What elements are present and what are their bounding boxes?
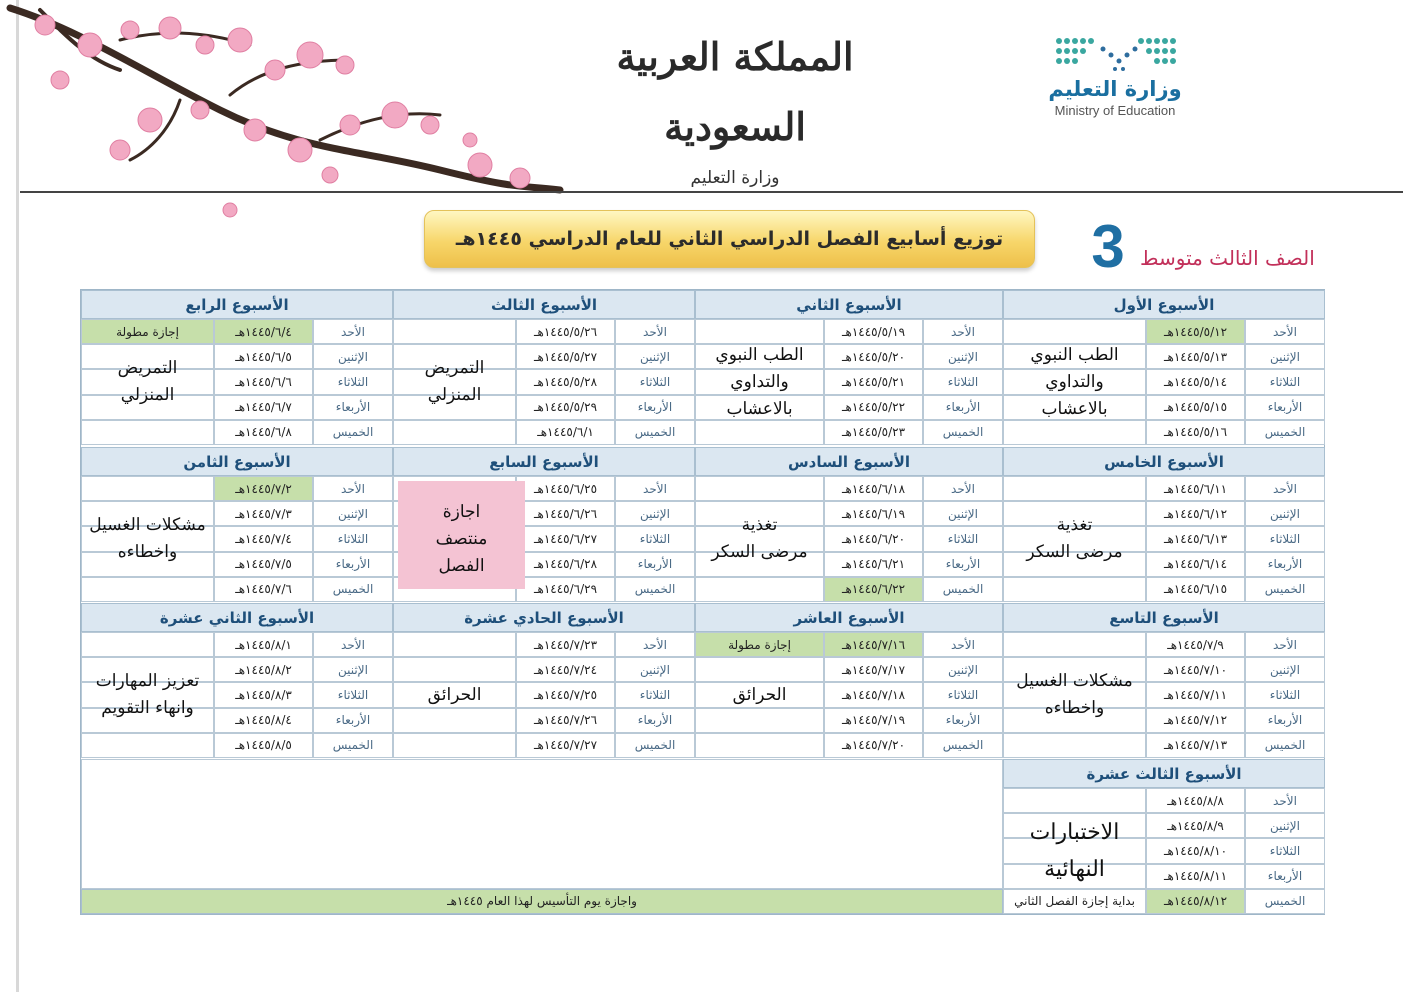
date-cell: ١٤٤٥/٥/٢٣هـ — [824, 420, 923, 445]
day-name: الإثنين — [1245, 344, 1325, 369]
week-header: الأسبوع الثالث عشرة — [1003, 759, 1325, 788]
date-cell: ١٤٤٥/٧/٢٤هـ — [516, 657, 615, 682]
date-cell: ١٤٤٥/٨/٣هـ — [214, 682, 313, 707]
week-header: الأسبوع الثاني عشرة — [81, 603, 393, 632]
date-cell: ١٤٤٥/٧/١٧هـ — [824, 657, 923, 682]
day-name: الأربعاء — [1245, 708, 1325, 733]
week-header: الأسبوع الخامس — [1003, 447, 1325, 476]
week-activity: الحرائق — [427, 684, 482, 705]
day-name: الأربعاء — [313, 552, 393, 577]
week-activity: تغذية مرضى السكر — [711, 515, 808, 562]
date-cell: ١٤٤٥/٧/٢هـ — [214, 476, 313, 501]
day-name: الأربعاء — [923, 552, 1003, 577]
week-header: الأسبوع الثامن — [81, 447, 393, 476]
date-cell: ١٤٤٥/٥/٢٦هـ — [516, 319, 615, 344]
date-cell: ١٤٤٥/٦/٦هـ — [214, 369, 313, 394]
day-name: الثلاثاء — [1245, 682, 1325, 707]
day-name: الإثنين — [313, 344, 393, 369]
date-cell: ١٤٤٥/٦/٢٠هـ — [824, 526, 923, 551]
grade-label: الصف الثالث متوسط — [1140, 246, 1315, 270]
day-name: الأحد — [615, 319, 695, 344]
date-cell: ١٤٤٥/٥/٢٢هـ — [824, 395, 923, 420]
week-header: الأسبوع الثاني — [695, 290, 1003, 319]
date-cell: ١٤٤٥/٦/٧هـ — [214, 395, 313, 420]
date-cell: ١٤٤٥/٧/٣هـ — [214, 501, 313, 526]
ministry-dots-icon — [1053, 35, 1178, 75]
week-activity: الحرائق — [732, 684, 787, 705]
day-name: الثلاثاء — [1245, 526, 1325, 551]
date-cell: ١٤٤٥/٨/٨هـ — [1146, 788, 1245, 813]
day-name: الإثنين — [313, 501, 393, 526]
day-name: الأربعاء — [313, 708, 393, 733]
date-cell: ١٤٤٥/٧/١١هـ — [1146, 682, 1245, 707]
day-name: الثلاثاء — [1245, 369, 1325, 394]
week-header: الأسبوع الثالث — [393, 290, 695, 319]
day-name: الخميس — [615, 733, 695, 758]
day-name: الثلاثاء — [313, 526, 393, 551]
date-cell: ١٤٤٥/٧/٢٦هـ — [516, 708, 615, 733]
day-name: الخميس — [313, 733, 393, 758]
note-cell: بداية إجازة الفصل الثاني — [1003, 889, 1146, 914]
ministry-name-ar: وزارة التعليم — [1048, 77, 1182, 101]
day-name: الأربعاء — [615, 708, 695, 733]
day-name: الأحد — [923, 319, 1003, 344]
day-name: الخميس — [923, 420, 1003, 445]
date-cell: ١٤٤٥/٥/١٩هـ — [824, 319, 923, 344]
date-cell: ١٤٤٥/٥/١٢هـ — [1146, 319, 1245, 344]
week-activity: تغذية مرضى السكر — [1026, 515, 1123, 562]
day-name: الخميس — [313, 420, 393, 445]
date-cell: ١٤٤٥/٦/١٥هـ — [1146, 577, 1245, 602]
week-activity: الاختبارات النهائية — [1029, 820, 1120, 882]
date-cell: ١٤٤٥/٨/١٢هـ — [1146, 889, 1245, 914]
title-banner — [424, 210, 1035, 268]
footer-note: واجازة يوم التأسيس لهذا العام ١٤٤٥هـ — [447, 894, 637, 909]
week-header: الأسبوع الحادي عشرة — [393, 603, 695, 632]
date-cell: ١٤٤٥/٧/١٢هـ — [1146, 708, 1245, 733]
date-cell: ١٤٤٥/٥/١٦هـ — [1146, 420, 1245, 445]
day-name: الثلاثاء — [313, 682, 393, 707]
day-name: الأحد — [1245, 632, 1325, 657]
date-cell: ١٤٤٥/٧/١٨هـ — [824, 682, 923, 707]
date-cell: ١٤٤٥/٦/٢٨هـ — [516, 552, 615, 577]
date-cell: ١٤٤٥/٥/١٣هـ — [1146, 344, 1245, 369]
week-header: الأسبوع الرابع — [81, 290, 393, 319]
date-cell: ١٤٤٥/٦/٢٦هـ — [516, 501, 615, 526]
note-cell: إجازة مطولة — [81, 319, 214, 344]
day-name: الخميس — [1245, 420, 1325, 445]
day-name: الأربعاء — [923, 395, 1003, 420]
date-cell: ١٤٤٥/٧/٢٧هـ — [516, 733, 615, 758]
header-divider — [20, 191, 1403, 193]
date-cell: ١٤٤٥/٧/٢٣هـ — [516, 632, 615, 657]
date-cell: ١٤٤٥/٥/٢٨هـ — [516, 369, 615, 394]
weeks-grid — [80, 289, 1325, 915]
date-cell: ١٤٤٥/٧/١٠هـ — [1146, 657, 1245, 682]
week-activity: اجازة منتصف الفصل — [435, 501, 488, 576]
day-name: الخميس — [923, 733, 1003, 758]
ministry-logo — [1015, 35, 1215, 118]
day-name: الإثنين — [923, 344, 1003, 369]
kingdom-title: المملكة العربية السعودية — [616, 34, 854, 149]
day-name: الخميس — [1245, 733, 1325, 758]
date-cell: ١٤٤٥/٦/١٢هـ — [1146, 501, 1245, 526]
day-name: الثلاثاء — [615, 369, 695, 394]
day-name: الأربعاء — [313, 395, 393, 420]
week-activity: تعزيز المهارات وانهاء التقويم — [95, 671, 200, 718]
day-name: الخميس — [1245, 577, 1325, 602]
date-cell: ١٤٤٥/٦/٢٥هـ — [516, 476, 615, 501]
date-cell: ١٤٤٥/٨/٩هـ — [1146, 813, 1245, 838]
day-name: الثلاثاء — [615, 526, 695, 551]
date-cell: ١٤٤٥/٦/١هـ — [516, 420, 615, 445]
day-name: الإثنين — [1245, 501, 1325, 526]
day-name: الأحد — [615, 476, 695, 501]
date-cell: ١٤٤٥/٧/٥هـ — [214, 552, 313, 577]
week-header: الأسبوع الأول — [1003, 290, 1325, 319]
date-cell: ١٤٤٥/٧/١٦هـ — [824, 632, 923, 657]
date-cell: ١٤٤٥/٥/١٤هـ — [1146, 369, 1245, 394]
empty-area — [81, 759, 1003, 889]
day-name: الثلاثاء — [923, 369, 1003, 394]
grade-number: 3 — [1091, 213, 1125, 280]
week-header: الأسبوع التاسع — [1003, 603, 1325, 632]
day-name: الأحد — [923, 632, 1003, 657]
date-cell: ١٤٤٥/٥/١٥هـ — [1146, 395, 1245, 420]
day-name: الثلاثاء — [313, 369, 393, 394]
week-activity: مشكلات الغسيل واخطاءه — [1016, 671, 1133, 718]
date-cell: ١٤٤٥/٦/١٩هـ — [824, 501, 923, 526]
cherry-blossom-branch-icon — [0, 0, 570, 230]
day-name: الخميس — [615, 420, 695, 445]
day-name: الأربعاء — [615, 552, 695, 577]
day-name: الأحد — [1245, 476, 1325, 501]
day-name: الأربعاء — [923, 708, 1003, 733]
date-cell: ١٤٤٥/٧/٢٠هـ — [824, 733, 923, 758]
day-name: الأربعاء — [1245, 552, 1325, 577]
day-name: الإثنين — [313, 657, 393, 682]
day-name: الخميس — [923, 577, 1003, 602]
day-name: الإثنين — [615, 344, 695, 369]
day-name: الأحد — [923, 476, 1003, 501]
day-name: الخميس — [1245, 889, 1325, 914]
day-name: الأحد — [313, 319, 393, 344]
date-cell: ١٤٤٥/٦/٢٩هـ — [516, 577, 615, 602]
date-cell: ١٤٤٥/٥/٢١هـ — [824, 369, 923, 394]
day-name: الأربعاء — [1245, 864, 1325, 889]
week-activity: مشكلات الغسيل واخطاءه — [89, 515, 206, 562]
date-cell: ١٤٤٥/٦/٨هـ — [214, 420, 313, 445]
ministry-name-en: Ministry of Education — [1054, 103, 1176, 118]
day-name: الأحد — [313, 476, 393, 501]
day-name: الأحد — [1245, 319, 1325, 344]
kingdom-subtitle: وزارة التعليم — [690, 168, 780, 188]
day-name: الإثنين — [923, 501, 1003, 526]
date-cell: ١٤٤٥/٨/٥هـ — [214, 733, 313, 758]
day-name: الإثنين — [615, 657, 695, 682]
date-cell: ١٤٤٥/٥/٢٩هـ — [516, 395, 615, 420]
day-name: الثلاثاء — [1245, 838, 1325, 863]
week-header: الأسبوع السابع — [393, 447, 695, 476]
note-cell: إجازة مطولة — [695, 632, 824, 657]
date-cell: ١٤٤٥/٨/١٠هـ — [1146, 838, 1245, 863]
day-name: الإثنين — [1245, 813, 1325, 838]
date-cell: ١٤٤٥/٨/٤هـ — [214, 708, 313, 733]
week-header: الأسبوع العاشر — [695, 603, 1003, 632]
date-cell: ١٤٤٥/٥/٢٠هـ — [824, 344, 923, 369]
date-cell: ١٤٤٥/٨/٢هـ — [214, 657, 313, 682]
day-name: الخميس — [313, 577, 393, 602]
week-activity: الطب النبوي والتداوي بالاعشاب — [715, 344, 804, 419]
date-cell: ١٤٤٥/٧/١٣هـ — [1146, 733, 1245, 758]
day-name: الثلاثاء — [923, 526, 1003, 551]
day-name: الأحد — [313, 632, 393, 657]
date-cell: ١٤٤٥/٧/٢٥هـ — [516, 682, 615, 707]
date-cell: ١٤٤٥/٧/٤هـ — [214, 526, 313, 551]
day-name: الخميس — [615, 577, 695, 602]
date-cell: ١٤٤٥/٦/٢٧هـ — [516, 526, 615, 551]
date-cell: ١٤٤٥/٨/١١هـ — [1146, 864, 1245, 889]
day-name: الإثنين — [1245, 657, 1325, 682]
date-cell: ١٤٤٥/٨/١هـ — [214, 632, 313, 657]
day-name: الأربعاء — [615, 395, 695, 420]
date-cell: ١٤٤٥/٧/١٩هـ — [824, 708, 923, 733]
day-name: الأربعاء — [1245, 395, 1325, 420]
date-cell: ١٤٤٥/٦/٢٢هـ — [824, 577, 923, 602]
day-name: الأحد — [1245, 788, 1325, 813]
date-cell: ١٤٤٥/٧/٩هـ — [1146, 632, 1245, 657]
week-activity: الطب النبوي والتداوي بالاعشاب — [1030, 344, 1119, 419]
date-cell: ١٤٤٥/٦/١٣هـ — [1146, 526, 1245, 551]
day-name: الإثنين — [615, 501, 695, 526]
banner-title: توزيع أسابيع الفصل الدراسي الثاني للعام الدراسي ١٤٤٥هـ — [455, 228, 1004, 250]
kingdom-emblem — [590, 22, 880, 188]
week-header: الأسبوع السادس — [695, 447, 1003, 476]
day-name: الإثنين — [923, 657, 1003, 682]
day-name: الثلاثاء — [923, 682, 1003, 707]
date-cell: ١٤٤٥/٦/١٨هـ — [824, 476, 923, 501]
date-cell: ١٤٤٥/٦/٥هـ — [214, 344, 313, 369]
date-cell: ١٤٤٥/٧/٦هـ — [214, 577, 313, 602]
date-cell: ١٤٤٥/٥/٢٧هـ — [516, 344, 615, 369]
date-cell: ١٤٤٥/٦/١٤هـ — [1146, 552, 1245, 577]
date-cell: ١٤٤٥/٦/١١هـ — [1146, 476, 1245, 501]
date-cell: ١٤٤٥/٦/٢١هـ — [824, 552, 923, 577]
day-name: الأحد — [615, 632, 695, 657]
day-name: الثلاثاء — [615, 682, 695, 707]
week-activity: التمريض المنزلي — [117, 358, 178, 405]
date-cell: ١٤٤٥/٦/٤هـ — [214, 319, 313, 344]
week-activity: التمريض المنزلي — [424, 358, 485, 405]
